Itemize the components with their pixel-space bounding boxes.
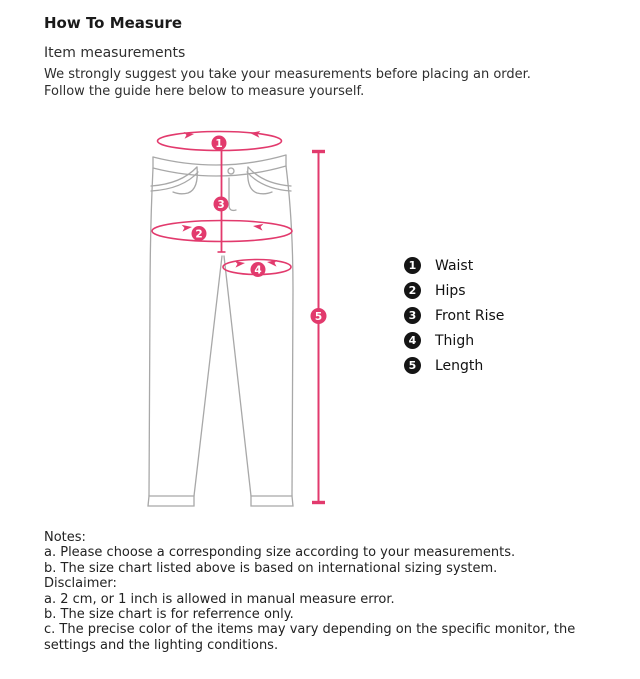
svg-text:5: 5 [314,310,323,323]
disclaimer-line: b. The size chart is for referrence only. [44,607,294,623]
svg-text:4: 4 [254,264,262,277]
legend-number-badge: 2 [404,282,421,299]
svg-text:1: 1 [215,137,223,150]
page-subtitle: Item measurements [44,45,186,61]
legend-number-badge: 4 [404,332,421,349]
intro-line: Follow the guide here below to measure yourself. [44,84,365,99]
legend-number-badge: 3 [404,307,421,324]
pants-measurement-diagram [140,110,340,520]
disclaimer-title: Disclaimer: [44,576,117,592]
legend-item-length [404,353,504,378]
disclaimer-line: c. The precise color of the items may vary depending on the specific monitor, the settings and the lighting conditions. [44,622,576,653]
legend-item-thigh [404,328,504,353]
notes-title: Notes: [44,530,86,545]
svg-text:2: 2 [195,228,203,241]
button-icon [228,168,234,174]
legend-label: Length [435,357,484,374]
legend-number-badge: 5 [404,357,421,374]
intro-text [44,66,624,100]
legend-label: Thigh [435,332,475,349]
legend-item-front-rise [404,303,504,328]
notes-line: a. Please choose a corresponding size according to your measurements. [44,545,516,561]
legend-label: Waist [435,257,474,274]
measure-badges [192,136,327,325]
arrowhead-icon [253,223,264,231]
legend-item-hips [404,278,504,303]
badge-waist [212,136,227,151]
legend-item-waist [404,253,504,278]
badge-thigh [251,262,266,277]
intro-line: We strongly suggest you take your measurements before placing an order. [44,67,531,82]
legend-number-badge: 1 [404,257,421,274]
legend-label: Front Rise [435,307,505,324]
notes-line: b. The size chart listed above is based on international sizing system. [44,560,498,576]
measurement-legend [404,253,504,378]
badge-front-rise [214,197,229,212]
badge-length [311,308,327,324]
badge-hips [192,226,207,241]
page-title: How To Measure [44,14,183,32]
legend-label: Hips [435,282,466,299]
disclaimer-line: a. 2 cm, or 1 inch is allowed in manual measure error. [44,591,395,607]
notes-section [44,530,618,653]
fly-stitch [229,178,236,210]
arrowhead-icon [182,224,193,232]
svg-text:3: 3 [217,198,225,211]
